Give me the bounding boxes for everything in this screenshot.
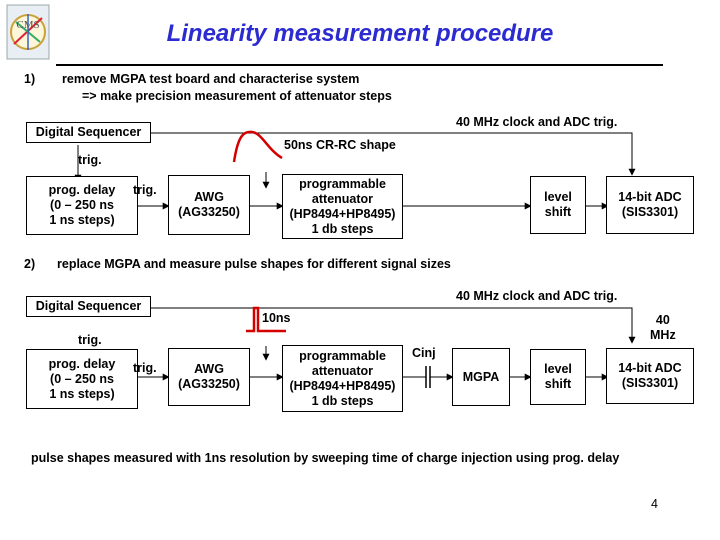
- attenuator-box-1: programmable attenuator (HP8494+HP8495) 1 db steps: [282, 174, 403, 239]
- page-number: 4: [651, 497, 658, 511]
- clock-label-2: 40 MHz clock and ADC trig.: [456, 289, 618, 303]
- digital-sequencer-1: Digital Sequencer: [26, 122, 151, 143]
- step2-number: 2): [24, 257, 36, 271]
- attenuator-box-2: programmable attenuator (HP8494+HP8495) 1 db steps: [282, 345, 403, 412]
- prog-delay-box-1: prog. delay (0 – 250 ns 1 ns steps): [26, 176, 138, 235]
- mgpa-box: MGPA: [452, 348, 510, 406]
- step2-line1: replace MGPA and measure pulse shapes for different signal sizes: [57, 257, 451, 271]
- footer-note: pulse shapes measured with 1ns resolution by sweeping time of charge injection using prog. delay: [31, 451, 620, 465]
- mhz-label-2: 40 MHz: [650, 313, 676, 342]
- cinj-label: Cinj: [412, 346, 436, 360]
- level-shift-box-2: level shift: [530, 349, 586, 405]
- trig-label-top-2: trig.: [78, 333, 102, 347]
- adc-box-2: 14-bit ADC (SIS3301): [606, 348, 694, 404]
- level-shift-box-1: level shift: [530, 176, 586, 234]
- pulse-label-2: 10ns: [262, 311, 291, 325]
- adc-box-1: 14-bit ADC (SIS3301): [606, 176, 694, 234]
- trig-label-mid-1: trig.: [133, 183, 157, 197]
- digital-sequencer-2: Digital Sequencer: [26, 296, 151, 317]
- shape-label-1: 50ns CR-RC shape: [284, 138, 396, 152]
- svg-text:CMS: CMS: [16, 19, 40, 31]
- step1-number: 1): [24, 72, 36, 86]
- awg-box-2: AWG (AG33250): [168, 348, 250, 406]
- trig-label-mid-2: trig.: [133, 361, 157, 375]
- step1-line2: => make precision measurement of attenuator steps: [82, 89, 392, 103]
- prog-delay-box-2: prog. delay (0 – 250 ns 1 ns steps): [26, 349, 138, 409]
- step1-line1: remove MGPA test board and characterise system: [62, 72, 360, 86]
- awg-box-1: AWG (AG33250): [168, 175, 250, 235]
- page-title: Linearity measurement procedure: [166, 20, 554, 47]
- trig-label-top-1: trig.: [78, 153, 102, 167]
- clock-label-1: 40 MHz clock and ADC trig.: [456, 115, 618, 129]
